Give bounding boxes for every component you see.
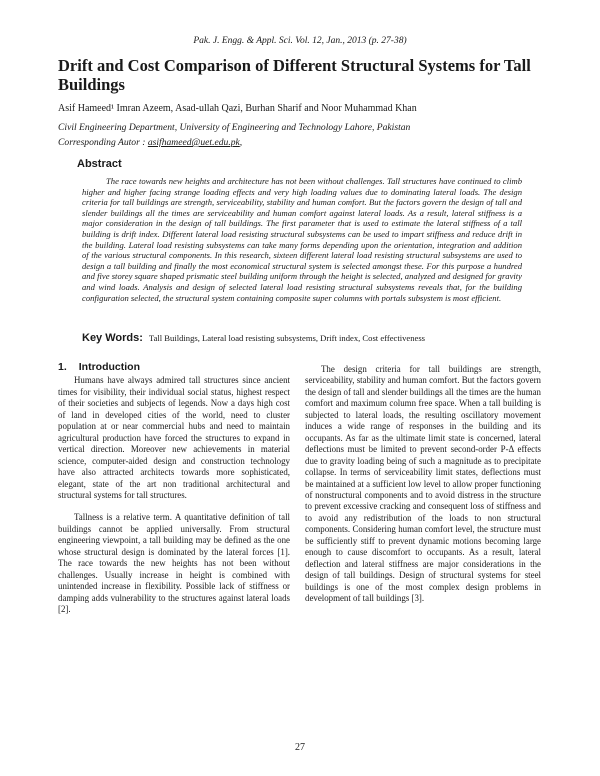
paper-title: Drift and Cost Comparison of Different Structural Systems for Tall Buildings	[58, 56, 531, 94]
abstract-heading: Abstract	[77, 158, 122, 170]
keywords	[82, 332, 562, 344]
section-heading-introduction	[58, 362, 290, 373]
corresponding-email-link[interactable]: asifhameed@uet.edu.pk	[147, 137, 240, 148]
left-column	[58, 362, 290, 627]
corresponding-label: Corresponding Autor :	[58, 137, 148, 148]
section-number: 1.	[58, 361, 67, 373]
corresponding-author	[58, 137, 558, 148]
body-paragraph: Tallness is a relative term. A quantitative definition of tall buildings cannot be applied universally. From structural engineering viewpoint, a tall building may be defined as the one whose structural design is dominated by the lateral forces [1]. The race towards the new heights has not been without challenges. Usually increase in height is combined with unintended increase in flexibility. Possible lack of stiffness or damping adds vulnerability to the structures against lateral loads [2].	[58, 512, 290, 615]
keywords-text: Tall Buildings, Lateral load resisting subsystems, Drift index, Cost effectiveness	[148, 333, 426, 343]
abstract-text: The race towards new heights and architecture has not been without challenges. Tall structures have continued to climb higher and higher facing strange loading effects and very high loading values due to dominating lateral loads. The design criteria for tall buildings are strength, serviceability, stability and human comfort. But the factors govern the design of tall and slender buildings all the times are serviceability and human comfort against lateral loads. As a result, lateral stiffness is a major consideration in the design of tall buildings. The first parameter that is used to estimate the lateral stiffness of a tall building is drift index. Different lateral load resisting structural subsystems can be used to impart stiffness and reduce drift in the building. Lateral load resisting subsystems can take many forms depending upon the orientation, integration and addition of the various structural components. In this research, sixteen different lateral load resisting structural subsystems are used to design a tall building and finally the most economical structural system is selected amongst these. For this purpose a hundred and five storey square shaped prismatic steel building uniform through the height is selected, analyzed and designed for gravity and wind loads. Analysis and design of selected lateral load resisting structural subsystems reveals that, for the building configuration selected, the structural system containing composite super columns with portals subsystem is most efficient.	[82, 176, 522, 303]
corresponding-suffix: ,	[239, 137, 243, 148]
running-head: Pak. J. Engg. & Appl. Sci. Vol. 12, Jan., 2013 (p. 27-38)	[193, 36, 407, 46]
page-number: 27	[295, 742, 305, 753]
keywords-label: Key Words:	[82, 332, 143, 344]
author-list: Asif Hameed¹ Imran Azeem, Asad-ullah Qazi, Burhan Sharif and Noor Muhammad Khan	[58, 103, 417, 114]
body-paragraph: The design criteria for tall buildings are strength, serviceability, stability and human comfort. But the factors govern the design of tall and slender buildings all the times are the human comfort and maximum column free space. When a tall building is subjected to lateral loads, the resulting oscillatory movement induces a wide range of responses in the building and its occupants. As far as the ultimate limit state is concerned, lateral deflections must be limited to prevent second-order P-Δ effects due to gravity loading being of such a magnitude as to precipitate collapse. In terms of serviceability limit states, deflections must be maintained at a sufficient low level to allow proper functioning of nonstructural components and to avoid distress in the structure to prevent excessive cracking and consequent loss of stiffness and to avoid any redistribution of the loads to non structural components. Considering human comfort level, the structure must be sufficiently stiff to prevent dynamic motions becoming large enough to cause discomfort to occupants. As a result, lateral deflection and lateral stiffness are major considerations in the design of tall buildings. Design of structural systems for steel buildings is one of the most complex design problems in development of tall buildings [3].	[305, 364, 541, 604]
right-column	[305, 364, 541, 616]
affiliation: Civil Engineering Department, University of Engineering and Technology Lahore, Pakistan	[58, 122, 411, 133]
body-paragraph: Humans have always admired tall structures since ancient times for visibility, their individual social status, highest respect of their societies and subjects of legends. Now a days high cost of land in developed cities of the world, need to cluster population at or near commercial hubs and need to maintain agricultural production have forced the structures to expand in vertical direction. Moreover new achievements in material science, computer-aided design and construction technology have also attracted architects towards more sophisticated, elegant, state of the art non traditional architectural and structural systems for tall structures.	[58, 375, 290, 500]
section-title: Introduction	[78, 361, 141, 373]
